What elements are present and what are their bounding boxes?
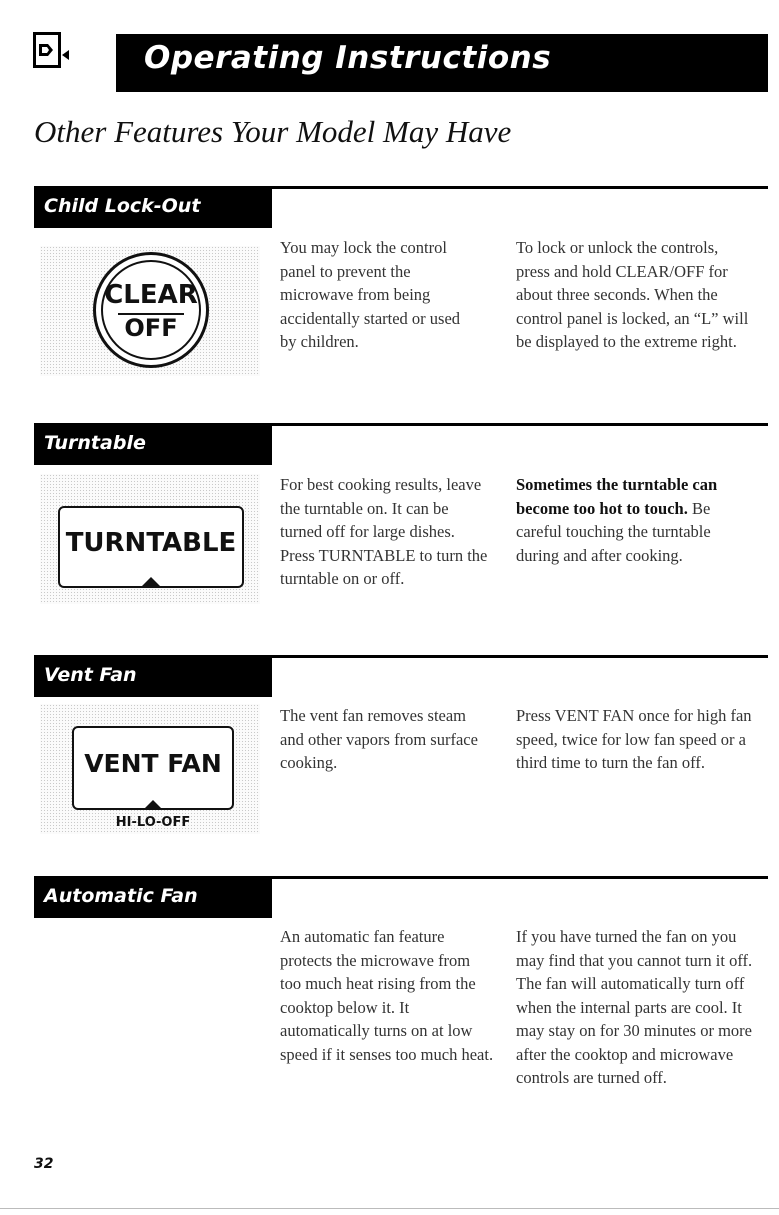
clear-off-button xyxy=(101,260,201,360)
clear-label: CLEAR xyxy=(104,280,198,310)
child-lock-text-left: You may lock the control panel to prevent the microwave from being accidentally started or used by children. xyxy=(280,238,461,351)
turntable-text-left: For best cooking results, leave the turntable on. It can be turned off for large dishes. Press TURNTABLE to turn the turntable on or off. xyxy=(280,475,488,588)
triangle-indicator-icon xyxy=(144,800,162,809)
turntable-text-right xyxy=(516,473,756,567)
turntable-warning: Sometimes the turntable can become too hot to touch. xyxy=(516,475,718,518)
off-label: OFF xyxy=(124,314,178,342)
page-number: 32 xyxy=(34,1156,54,1172)
section-title-turntable: Turntable xyxy=(44,432,146,454)
hi-lo-off-caption: HI-LO-OFF xyxy=(115,815,191,830)
section-title-child-lock-out: Child Lock-Out xyxy=(44,195,201,217)
vent-fan-button-label: VENT FAN xyxy=(84,749,222,778)
microwave-arrow-icon xyxy=(36,40,56,60)
section-title-vent-fan: Vent Fan xyxy=(44,664,137,686)
page-title: Other Features Your Model May Have xyxy=(34,114,512,149)
bottom-rule xyxy=(0,1208,779,1209)
turntable-warning-detail: Be careful touching the turntable during and after cooking. xyxy=(516,498,711,565)
vent-fan-text-right: Press VENT FAN once for high fan speed, twice for low fan speed or a third time to turn the fan off. xyxy=(516,706,752,772)
turntable-button-label: TURNTABLE xyxy=(65,528,237,558)
banner-title: Operating Instructions xyxy=(144,40,552,76)
triangle-indicator-icon xyxy=(142,577,160,586)
pointer-arrow-icon xyxy=(62,50,69,60)
automatic-fan-text-left: An automatic fan feature protects the microwave from too much heat rising from the cooktop below it. It automatically turns on at low speed if it senses too much heat. xyxy=(280,927,494,1064)
child-lock-text-right: To lock or unlock the controls, press and hold CLEAR/OFF for about three seconds. When the control panel is locked, an “L” will be displayed to the extreme right. xyxy=(516,238,749,351)
automatic-fan-text-right: If you have turned the fan on you may find that you cannot turn it off. The fan will automatically turn off when the internal parts are cool. It may stay on for 30 minutes or more after the cooktop and microwave controls are turned off. xyxy=(516,927,753,1087)
vent-fan-text-left: The vent fan removes steam and other vapors from surface cooking. xyxy=(280,706,478,772)
section-title-automatic-fan: Automatic Fan xyxy=(44,885,198,907)
